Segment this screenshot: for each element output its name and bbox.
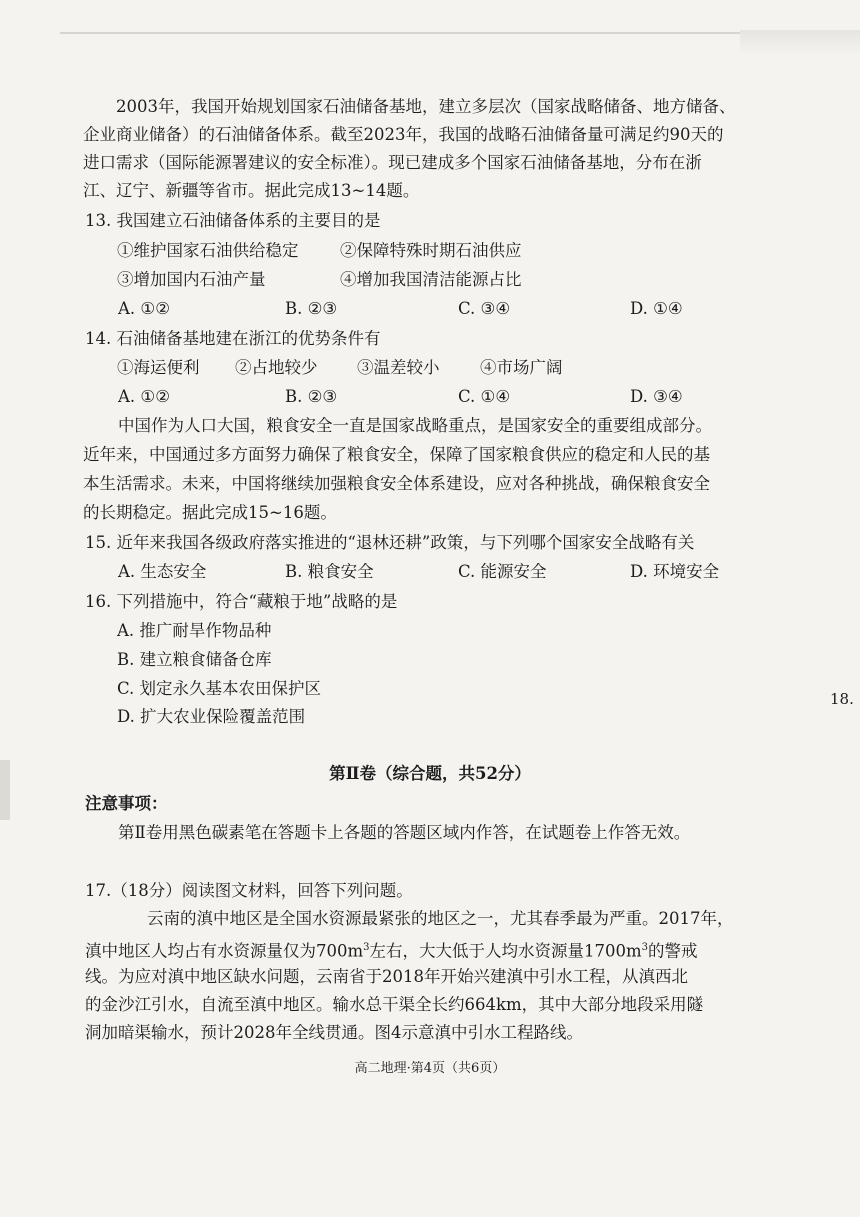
question-15-stem: 15. 近年来我国各级政府落实推进的“退林还耕”政策，与下列哪个国家安全战略有关 [85, 533, 695, 552]
question-16-option-d[interactable]: D. 扩大农业保险覆盖范围 [117, 707, 306, 726]
question-15-option-b[interactable]: B. 粮食安全 [285, 562, 374, 581]
page-footer: 高二地理·第4页（共6页） [354, 1061, 506, 1076]
q17-superscript-1: 3 [363, 942, 370, 953]
question-16-option-b[interactable]: B. 建立粮食储备仓库 [117, 650, 272, 669]
passage1-line2: 企业商业储备）的石油储备体系。截至2023年，我国的战略石油储备量可满足约90天的 [83, 125, 724, 144]
question-16-option-a[interactable]: A. 推广耐旱作物品种 [117, 621, 272, 640]
question-17-line2 [85, 937, 698, 963]
question-14-item4: ④市场广阔 [480, 358, 563, 377]
question-15-option-a[interactable]: A. 生态安全 [118, 562, 207, 581]
notice-text: 第Ⅱ卷用黑色碳素笔在答题卡上各题的答题区域内作答，在试题卷上作答无效。 [118, 823, 691, 842]
question-14-option-a[interactable]: A. ①② [118, 387, 170, 406]
question-14-item1: ①海运便利 [117, 358, 200, 377]
scan-edge-top [60, 32, 780, 34]
question-13-option-b[interactable]: B. ②③ [285, 299, 338, 318]
q17-line2-part1: 滇中地区人均占有水资源量仅为700m [85, 941, 364, 961]
passage2-line2: 近年来，中国通过多方面努力确保了粮食安全，保障了国家粮食供应的稳定和人民的基 [83, 445, 710, 464]
question-17-stem: 17.（18分）阅读图文材料，回答下列问题。 [85, 881, 413, 900]
question-13-option-a[interactable]: A. ①② [118, 299, 170, 318]
question-13-option-d[interactable]: D. ①④ [630, 299, 683, 318]
question-13-item2: ②保障特殊时期石油供应 [340, 241, 522, 260]
question-15-option-d[interactable]: D. 环境安全 [630, 562, 720, 581]
passage2-line4: 的长期稳定。据此完成15~16题。 [83, 503, 337, 522]
question-13-item1: ①维护国家石油供给稳定 [117, 241, 299, 260]
q17-line2-part3: 的警戒 [648, 941, 698, 961]
question-13-option-c[interactable]: C. ③④ [458, 299, 511, 318]
question-14-option-b[interactable]: B. ②③ [285, 387, 338, 406]
question-13-item4: ④增加我国清洁能源占比 [340, 270, 522, 289]
passage1-line4: 江、辽宁、新疆等省市。据此完成13~14题。 [83, 181, 420, 200]
question-15-option-c[interactable]: C. 能源安全 [458, 562, 547, 581]
notice-heading: 注意事项： [85, 794, 168, 813]
question-14-stem: 14. 石油储备基地建在浙江的优势条件有 [85, 329, 381, 348]
question-14-option-d[interactable]: D. ③④ [630, 387, 683, 406]
question-17-line5: 洞加暗渠输水，预计2028年全线贯通。图4示意滇中引水工程路线。 [85, 1023, 583, 1042]
question-13-stem: 13. 我国建立石油储备体系的主要目的是 [85, 211, 381, 230]
question-14-option-c[interactable]: C. ①④ [458, 387, 511, 406]
question-17-line4: 的金沙江引水，自流至滇中地区。输水总干渠全长约664km，其中大部分地段采用隧 [85, 995, 704, 1014]
q17-line2-part2: 左右，大大低于人均水资源量1700m [369, 941, 642, 961]
passage1-line1: 2003年，我国开始规划国家石油储备基地，建立多层次（国家战略储备、地方储备、 [116, 97, 736, 116]
question-16-option-c[interactable]: C. 划定永久基本农田保护区 [117, 679, 322, 698]
margin-label: 18. [830, 690, 854, 708]
passage2-line3: 本生活需求。未来，中国将继续加强粮食安全体系建设，应对各种挑战，确保粮食安全 [83, 474, 710, 493]
section-2-title: 第Ⅱ卷（综合题，共52分） [329, 764, 531, 783]
question-16-stem: 16. 下列措施中，符合“藏粮于地”战略的是 [85, 592, 398, 611]
question-17-line3: 线。为应对滇中地区缺水问题，云南省于2018年开始兴建滇中引水工程，从滇西北 [85, 967, 688, 986]
scan-corner-shadow [740, 30, 860, 56]
question-14-item2: ②占地较少 [235, 358, 318, 377]
question-13-item3: ③增加国内石油产量 [117, 270, 266, 289]
q17-superscript-2: 3 [641, 942, 649, 953]
passage1-line3: 进口需求（国际能源署建议的安全标准）。现已建成多个国家石油储备基地，分布在浙 [83, 153, 702, 172]
question-17-line1: 云南的滇中地区是全国水资源最紧张的地区之一，尤其春季最为严重。2017年， [147, 909, 734, 928]
question-14-item3: ③温差较小 [357, 358, 440, 377]
passage2-line1: 中国作为人口大国，粮食安全一直是国家战略重点，是国家安全的重要组成部分。 [118, 416, 712, 435]
